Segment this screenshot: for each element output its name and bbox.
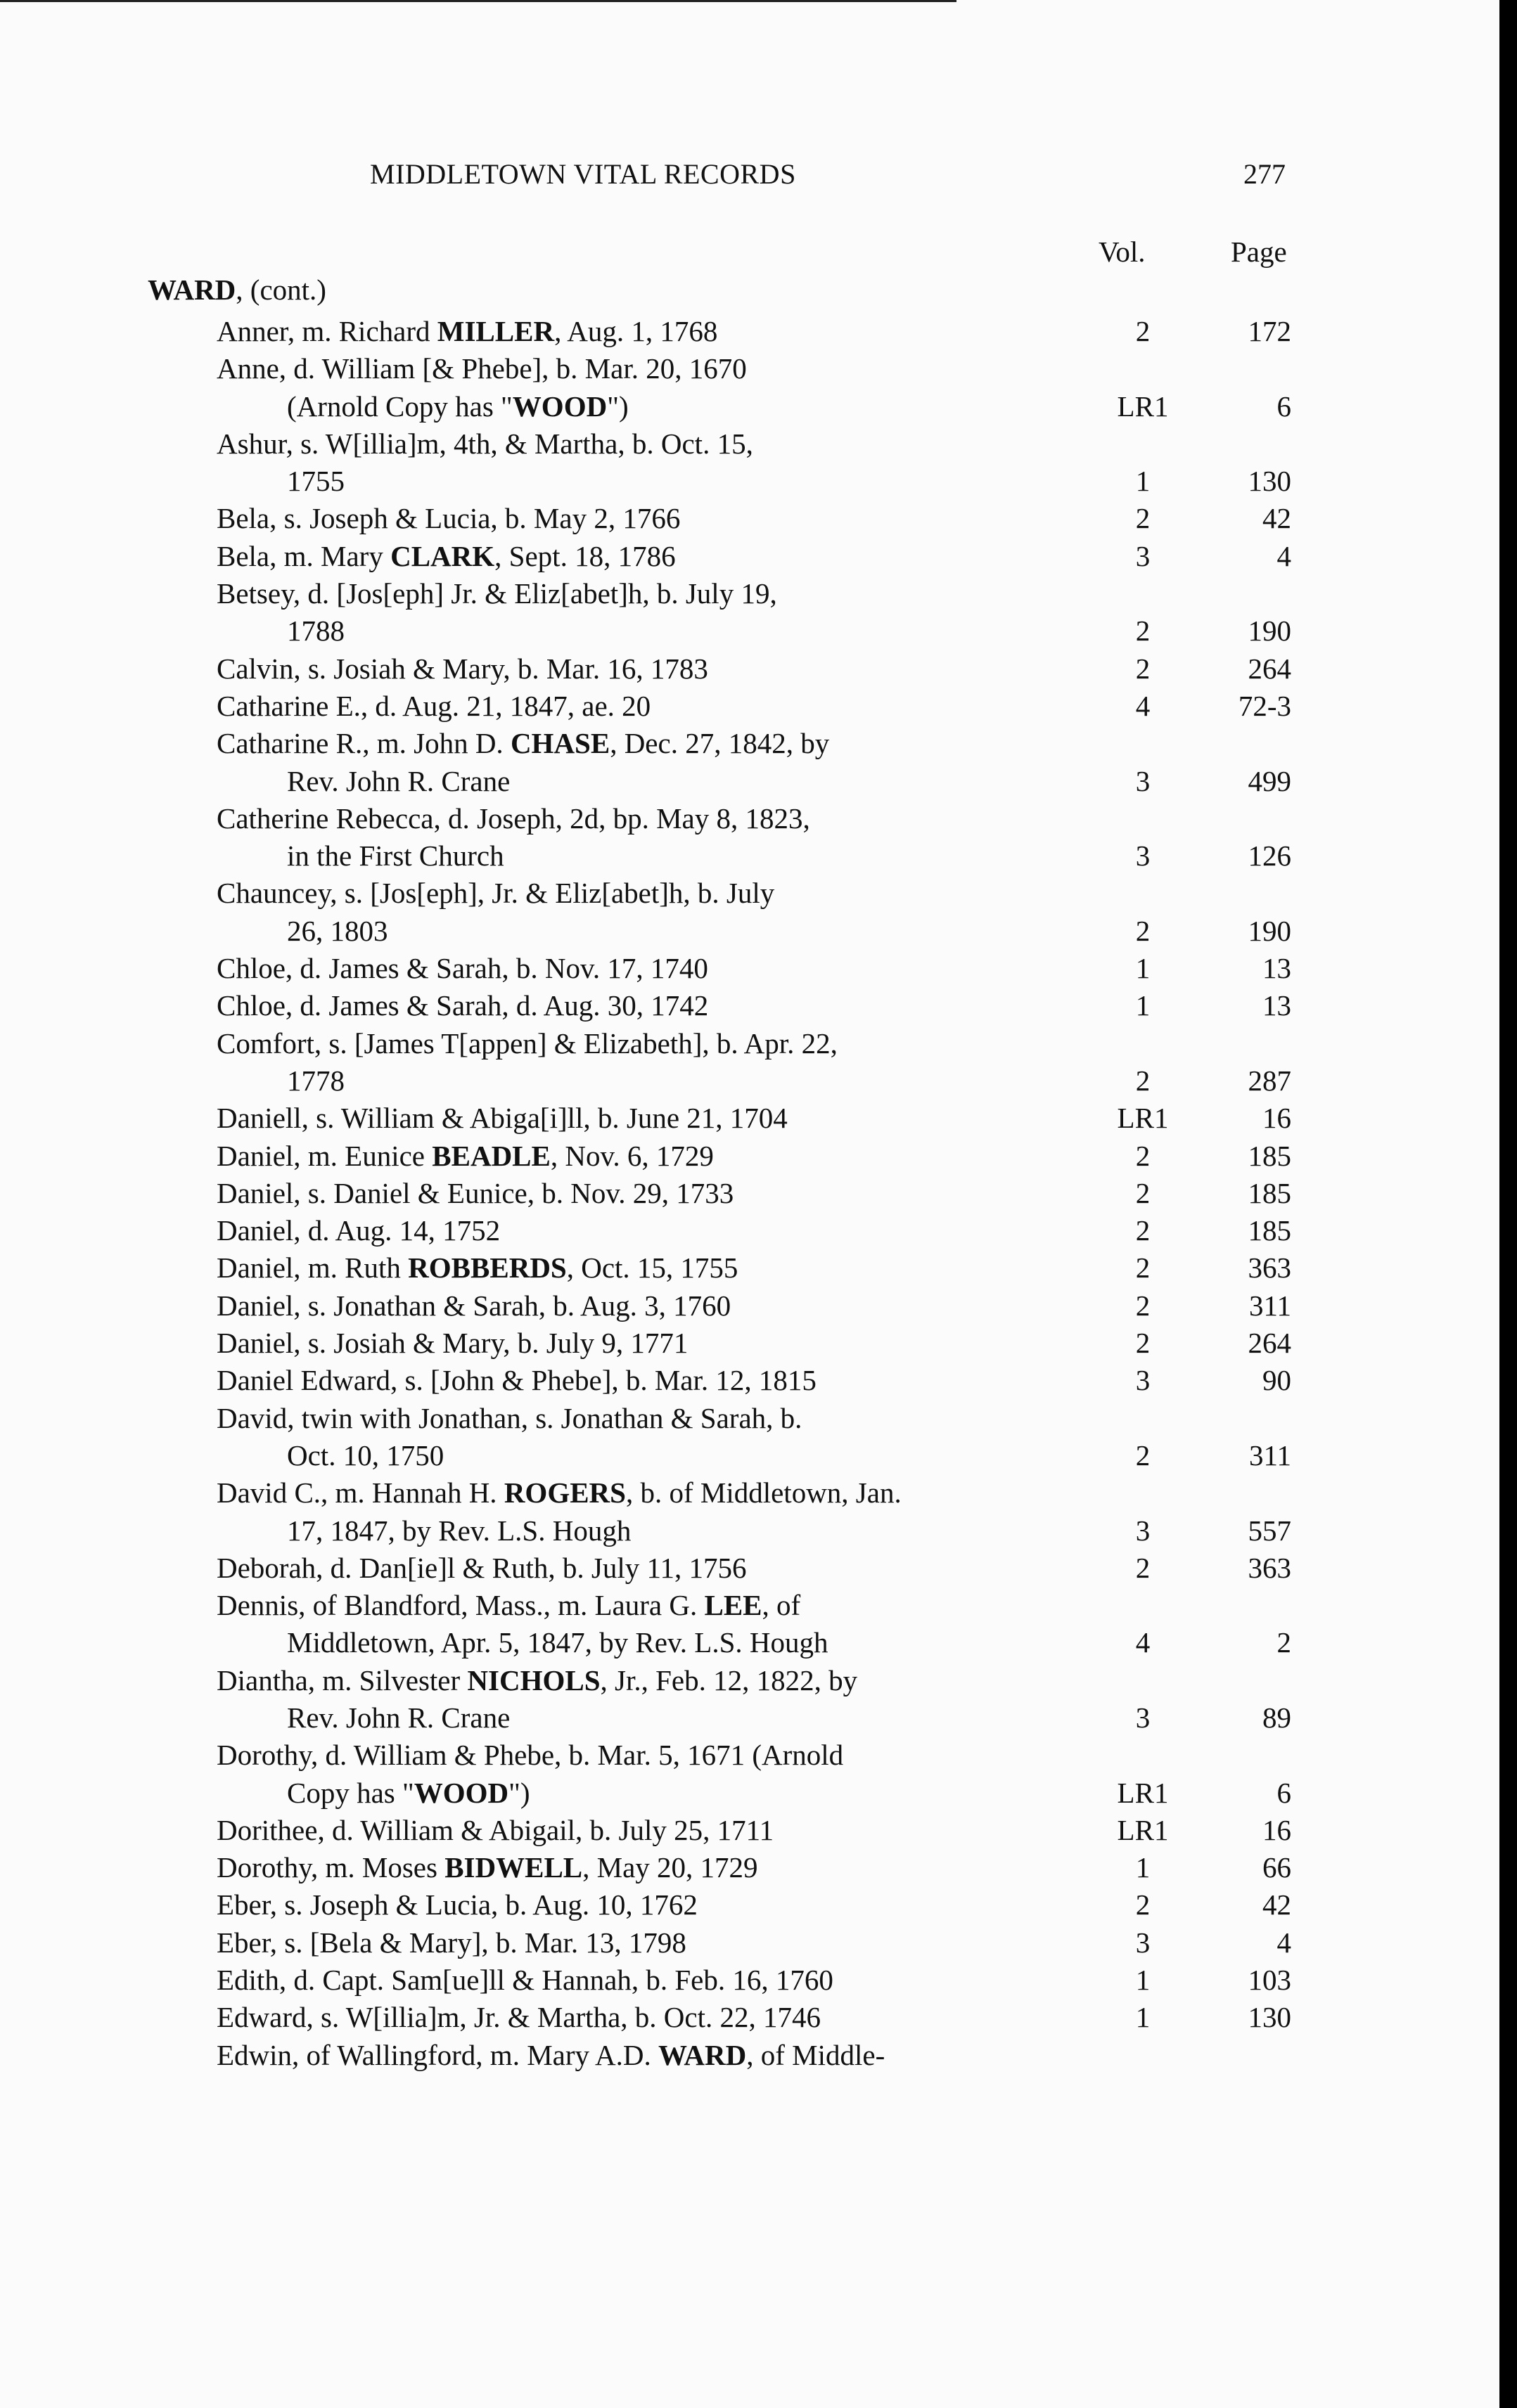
entry-text-segment: Daniel, d. Aug. 14, 1752: [217, 1214, 501, 1247]
entry-surname: MILLER: [437, 315, 555, 347]
record-entry: [0, 1362, 1499, 1399]
entry-text-segment: , Sept. 18, 1786: [494, 539, 676, 572]
record-entry: [0, 1325, 1499, 1362]
entry-text-segment: "): [508, 1776, 530, 1809]
entry-text: [217, 800, 810, 837]
column-header-vol: Vol.: [1099, 236, 1146, 268]
record-entry: [0, 1812, 1499, 1849]
entry-text-segment: Rev. John R. Crane: [287, 1701, 511, 1734]
entry-surname: BEADLE: [432, 1139, 551, 1172]
record-entry: [0, 800, 1499, 837]
entry-page: 6: [1276, 389, 1291, 423]
entry-text: [217, 1587, 800, 1624]
entry-volume: 4: [1135, 1626, 1151, 1659]
entry-page: 16: [1262, 1813, 1291, 1846]
entry-text: [217, 538, 676, 575]
record-entry: [0, 688, 1499, 725]
entry-text-segment: Edith, d. Capt. Sam[ue]ll & Hannah, b. Feb. 16, 1760: [217, 1964, 833, 1997]
entry-text-segment: Chloe, d. James & Sarah, d. Aug. 30, 1742: [217, 989, 709, 1022]
entry-text-segment: , Aug. 1, 1768: [554, 315, 718, 347]
record-entry: [0, 1287, 1499, 1325]
entry-text: [217, 1962, 833, 1999]
record-entry-continuation: [0, 1624, 1499, 1661]
entry-volume: LR1: [1117, 1776, 1169, 1809]
entry-page: 13: [1262, 952, 1291, 985]
entry-text: [217, 650, 708, 688]
entry-text-segment: Copy has ": [287, 1776, 414, 1809]
entry-text-segment: Catharine R., m. John D.: [217, 727, 511, 760]
entry-page: 42: [1262, 502, 1291, 535]
entry-surname: CLARK: [390, 539, 495, 572]
entry-text: [217, 725, 829, 762]
entry-text: [287, 1437, 444, 1474]
entry-surname: BIDWELL: [444, 1851, 583, 1884]
entry-page: 66: [1262, 1851, 1291, 1884]
entry-text-segment: Calvin, s. Josiah & Mary, b. Mar. 16, 1783: [217, 652, 708, 685]
entry-text-segment: 1788: [287, 614, 345, 648]
entry-text: [217, 1924, 686, 1962]
record-entry: [0, 350, 1499, 387]
record-entry-continuation: [0, 612, 1499, 650]
entry-text-segment: 1755: [287, 465, 345, 498]
entry-text-segment: Daniell, s. William & Abiga[i]ll, b. June 21, 1704: [217, 1102, 788, 1135]
entry-text-segment: Daniel Edward, s. [John & Phebe], b. Mar. 12, 1815: [217, 1364, 817, 1397]
record-entry-continuation: [0, 1437, 1499, 1474]
entry-text: [217, 1025, 838, 1062]
entry-page: 4: [1276, 539, 1291, 572]
entry-page: 287: [1248, 1064, 1291, 1097]
record-entry: [0, 725, 1499, 762]
entry-text-segment: "): [607, 389, 629, 423]
scan-right-edge: [1499, 0, 1517, 2408]
record-entry-continuation: [0, 463, 1499, 500]
record-entry: [0, 538, 1499, 575]
entry-text-segment: Oct. 10, 1750: [287, 1438, 444, 1472]
entry-page: 190: [1248, 614, 1291, 648]
entry-volume: 3: [1135, 1514, 1151, 1547]
record-entry: [0, 1849, 1499, 1886]
record-entry: [0, 1962, 1499, 1999]
entry-text: [217, 1212, 500, 1249]
entry-volume: LR1: [1117, 1813, 1169, 1846]
record-entry: [0, 1100, 1499, 1137]
entry-surname: ROGERS: [504, 1476, 626, 1509]
entry-text-segment: Bela, s. Joseph & Lucia, b. May 2, 1766: [217, 502, 681, 535]
entry-text-segment: Anner, m. Richard: [217, 315, 437, 347]
entry-page: 557: [1248, 1514, 1291, 1547]
entry-text: [287, 1512, 631, 1550]
entry-text: [217, 1737, 843, 1774]
entry-text: [217, 1400, 802, 1437]
entry-text-segment: Chauncey, s. [Jos[eph], Jr. & Eliz[abet]h, b. July: [217, 877, 775, 910]
entry-text-segment: Dorothy, d. William & Phebe, b. Mar. 5, 1671 (Arnold: [217, 1739, 844, 1772]
record-entry: [0, 1212, 1499, 1249]
entry-text: [217, 1849, 758, 1886]
entry-text: [287, 837, 504, 875]
record-entry: [0, 1924, 1499, 1962]
record-entry: [0, 1999, 1499, 2036]
entry-page: 499: [1248, 764, 1291, 797]
record-entry: [0, 1175, 1499, 1212]
entry-surname: WOOD: [414, 1776, 509, 1809]
entry-page: 264: [1248, 1327, 1291, 1360]
entry-text: [217, 1474, 902, 1512]
entry-page: 103: [1248, 1964, 1291, 1997]
entry-text: [287, 1624, 828, 1661]
record-entry: [0, 500, 1499, 537]
entry-text: [217, 1175, 734, 1212]
entry-text-segment: Dennis, of Blandford, Mass., m. Laura G.: [217, 1589, 705, 1622]
record-entry: [0, 425, 1499, 463]
entry-volume: 4: [1135, 689, 1151, 722]
record-entry: [0, 1025, 1499, 1062]
entry-text-segment: Daniel, m. Ruth: [217, 1251, 409, 1285]
entry-volume: 1: [1135, 1851, 1151, 1884]
entry-text-segment: Daniel, m. Eunice: [217, 1139, 433, 1172]
entry-text-segment: Daniel, s. Jonathan & Sarah, b. Aug. 3, 1760: [217, 1289, 731, 1322]
entry-text-segment: , of Middle-: [746, 2038, 885, 2071]
record-entry: [0, 1662, 1499, 1699]
entry-volume: 2: [1135, 1139, 1151, 1172]
entry-surname: ROBBERDS: [408, 1251, 567, 1285]
record-entry: [0, 1886, 1499, 1924]
entry-text: [217, 1886, 698, 1924]
entry-volume: 2: [1135, 614, 1151, 648]
record-entry: [0, 875, 1499, 912]
record-entry: [0, 987, 1499, 1024]
entry-text-segment: , Nov. 6, 1729: [550, 1139, 714, 1172]
record-entry: [0, 1737, 1499, 1774]
entry-page: 130: [1248, 465, 1291, 498]
entry-text: [217, 1100, 788, 1137]
entry-volume: 1: [1135, 2001, 1151, 2034]
record-entry: [0, 1400, 1499, 1437]
entry-page: 89: [1262, 1701, 1291, 1734]
entry-text: [217, 688, 651, 725]
entry-volume: 2: [1135, 1251, 1151, 1285]
entry-text-segment: Rev. John R. Crane: [287, 764, 511, 797]
scan-top-edge: [0, 0, 956, 2]
entry-page: 264: [1248, 652, 1291, 685]
entry-text-segment: 26, 1803: [287, 914, 388, 947]
entry-volume: LR1: [1117, 389, 1169, 423]
entry-text-segment: Middletown, Apr. 5, 1847, by Rev. L.S. Hough: [287, 1626, 828, 1659]
column-header-page: Page: [1231, 236, 1287, 268]
entry-page: 16: [1262, 1102, 1291, 1135]
record-entry: [0, 1138, 1499, 1175]
entry-volume: 1: [1135, 989, 1151, 1022]
entry-page: 90: [1262, 1364, 1291, 1397]
entry-volume: 2: [1135, 1551, 1151, 1584]
entry-page: 6: [1276, 1776, 1291, 1809]
entry-text: [217, 2037, 885, 2074]
record-entry: [0, 2037, 1499, 2074]
entry-page: 185: [1248, 1214, 1291, 1247]
entry-text: [217, 1999, 821, 2036]
entry-text: [217, 950, 708, 987]
entry-volume: 2: [1135, 502, 1151, 535]
entry-text: [217, 1362, 817, 1399]
entry-volume: 1: [1135, 952, 1151, 985]
entry-text-segment: 17, 1847, by Rev. L.S. Hough: [287, 1514, 632, 1547]
entry-text: [217, 1662, 857, 1699]
record-entries: [0, 313, 1499, 2074]
entry-text: [287, 763, 510, 800]
entry-surname: WOOD: [512, 389, 608, 423]
running-head-title: MIDDLETOWN VITAL RECORDS: [370, 158, 796, 190]
entry-text-segment: Bela, m. Mary: [217, 539, 391, 572]
entry-text-segment: David C., m. Hannah H.: [217, 1476, 504, 1509]
entry-text-segment: , Jr., Feb. 12, 1822, by: [600, 1663, 858, 1696]
record-entry-continuation: [0, 837, 1499, 875]
entry-volume: 2: [1135, 1176, 1151, 1209]
entry-text: [287, 1699, 510, 1737]
entry-volume: 2: [1135, 315, 1151, 347]
entry-surname: CHASE: [510, 727, 610, 760]
entry-page: 13: [1262, 989, 1291, 1022]
entry-volume: LR1: [1117, 1102, 1169, 1135]
entry-text-segment: Catherine Rebecca, d. Joseph, 2d, bp. May 8, 1823,: [217, 801, 810, 835]
entry-text: [217, 987, 708, 1024]
entry-text-segment: Daniel, s. Daniel & Eunice, b. Nov. 29, 1733: [217, 1176, 734, 1209]
entry-volume: 2: [1135, 1064, 1151, 1097]
record-entry-continuation: [0, 1062, 1499, 1100]
entry-surname: WARD: [658, 2038, 747, 2071]
section-suffix: , (cont.): [236, 273, 326, 306]
entry-text-segment: Edwin, of Wallingford, m. Mary A.D.: [217, 2038, 658, 2071]
entry-text-segment: Diantha, m. Silvester: [217, 1663, 468, 1696]
entry-page: 185: [1248, 1176, 1291, 1209]
entry-page: 72-3: [1238, 689, 1291, 722]
entry-text: [217, 500, 680, 537]
entry-page: 185: [1248, 1139, 1291, 1172]
entry-text-segment: 1778: [287, 1064, 345, 1097]
entry-volume: 3: [1135, 1926, 1151, 1959]
entry-text: [217, 1138, 714, 1175]
record-entry-continuation: [0, 388, 1499, 425]
record-entry: [0, 650, 1499, 688]
entry-volume: 2: [1135, 1214, 1151, 1247]
entry-text: [217, 1325, 688, 1362]
entry-volume: 3: [1135, 1364, 1151, 1397]
entry-text-segment: (Arnold Copy has ": [287, 389, 513, 423]
entry-page: 363: [1248, 1551, 1291, 1584]
entry-text: [217, 313, 717, 350]
entry-text-segment: Betsey, d. [Jos[eph] Jr. & Eliz[abet]h, b. July 19,: [217, 577, 777, 610]
entry-page: 4: [1276, 1926, 1291, 1959]
record-entry: [0, 313, 1499, 350]
record-entry: [0, 575, 1499, 612]
record-entry: [0, 1550, 1499, 1587]
entry-text-segment: David, twin with Jonathan, s. Jonathan & Sarah, b.: [217, 1401, 802, 1434]
entry-volume: 3: [1135, 839, 1151, 873]
entry-text: [217, 425, 753, 463]
record-entry: [0, 1474, 1499, 1512]
entry-text-segment: Eber, s. Joseph & Lucia, b. Aug. 10, 1762: [217, 1888, 698, 1921]
record-entry-continuation: [0, 913, 1499, 950]
entry-page: 311: [1249, 1438, 1291, 1472]
entry-volume: 2: [1135, 1438, 1151, 1472]
entry-page: 190: [1248, 914, 1291, 947]
entry-text-segment: Dorithee, d. William & Abigail, b. July 25, 1711: [217, 1813, 774, 1846]
section-surname: WARD: [148, 273, 236, 306]
entry-text: [217, 875, 774, 912]
entry-volume: 2: [1135, 1289, 1151, 1322]
entry-volume: 1: [1135, 465, 1151, 498]
entry-text: [217, 1812, 774, 1849]
entry-text: [217, 1249, 738, 1287]
entry-text-segment: Edward, s. W[illia]m, Jr. & Martha, b. Oct. 22, 1746: [217, 2001, 821, 2034]
entry-text-segment: , b. of Middletown, Jan.: [625, 1476, 902, 1509]
entry-page: 2: [1276, 1626, 1291, 1659]
entry-text-segment: Deborah, d. Dan[ie]l & Ruth, b. July 11, 1756: [217, 1551, 747, 1584]
entry-surname: NICHOLS: [467, 1663, 601, 1696]
entry-page: 130: [1248, 2001, 1291, 2034]
entry-text-segment: Chloe, d. James & Sarah, b. Nov. 17, 1740: [217, 952, 708, 985]
record-entry-continuation: [0, 763, 1499, 800]
entry-page: 42: [1262, 1888, 1291, 1921]
entry-text-segment: Daniel, s. Josiah & Mary, b. July 9, 1771: [217, 1327, 689, 1360]
entry-text-segment: , Dec. 27, 1842, by: [610, 727, 830, 760]
record-entry: [0, 1587, 1499, 1624]
entry-text-segment: Eber, s. [Bela & Mary], b. Mar. 13, 1798: [217, 1926, 686, 1959]
entry-text-segment: Comfort, s. [James T[appen] & Elizabeth], b. Apr. 22,: [217, 1026, 838, 1060]
entry-text: [217, 1287, 731, 1325]
entry-text-segment: , May 20, 1729: [582, 1851, 758, 1884]
entry-surname: LEE: [704, 1589, 762, 1622]
entry-text: [217, 1550, 746, 1587]
entry-volume: 1: [1135, 1964, 1151, 1997]
record-entry-continuation: [0, 1775, 1499, 1812]
entry-text: [217, 350, 747, 387]
entry-page: 311: [1249, 1289, 1291, 1322]
entry-page: 126: [1248, 839, 1291, 873]
entry-page: 172: [1248, 315, 1291, 347]
entry-page: 363: [1248, 1251, 1291, 1285]
entry-volume: 3: [1135, 539, 1151, 572]
entry-text-segment: Dorothy, m. Moses: [217, 1851, 445, 1884]
record-entry: [0, 950, 1499, 987]
entry-text: [287, 612, 345, 650]
entry-volume: 2: [1135, 652, 1151, 685]
running-head-page-number: 277: [1243, 158, 1286, 190]
entry-text: [217, 575, 777, 612]
record-entry-continuation: [0, 1512, 1499, 1550]
entry-text-segment: Ashur, s. W[illia]m, 4th, & Martha, b. Oct. 15,: [217, 427, 753, 460]
entry-volume: 2: [1135, 1888, 1151, 1921]
section-heading: [148, 273, 326, 306]
entry-text-segment: , of: [762, 1589, 801, 1622]
record-entry-continuation: [0, 1699, 1499, 1737]
entry-volume: 3: [1135, 1701, 1151, 1734]
entry-text-segment: in the First Church: [287, 839, 504, 873]
entry-text-segment: , Oct. 15, 1755: [566, 1251, 738, 1285]
entry-volume: 2: [1135, 914, 1151, 947]
entry-text: [287, 388, 629, 425]
entry-text: [287, 913, 388, 950]
record-entry: [0, 1249, 1499, 1287]
entry-volume: 2: [1135, 1327, 1151, 1360]
entry-volume: 3: [1135, 764, 1151, 797]
entry-text-segment: Anne, d. William [& Phebe], b. Mar. 20, 1670: [217, 352, 747, 385]
entry-text: [287, 463, 345, 500]
entry-text: [287, 1062, 345, 1100]
entry-text-segment: Catharine E., d. Aug. 21, 1847, ae. 20: [217, 689, 651, 722]
entry-text: [287, 1775, 530, 1812]
